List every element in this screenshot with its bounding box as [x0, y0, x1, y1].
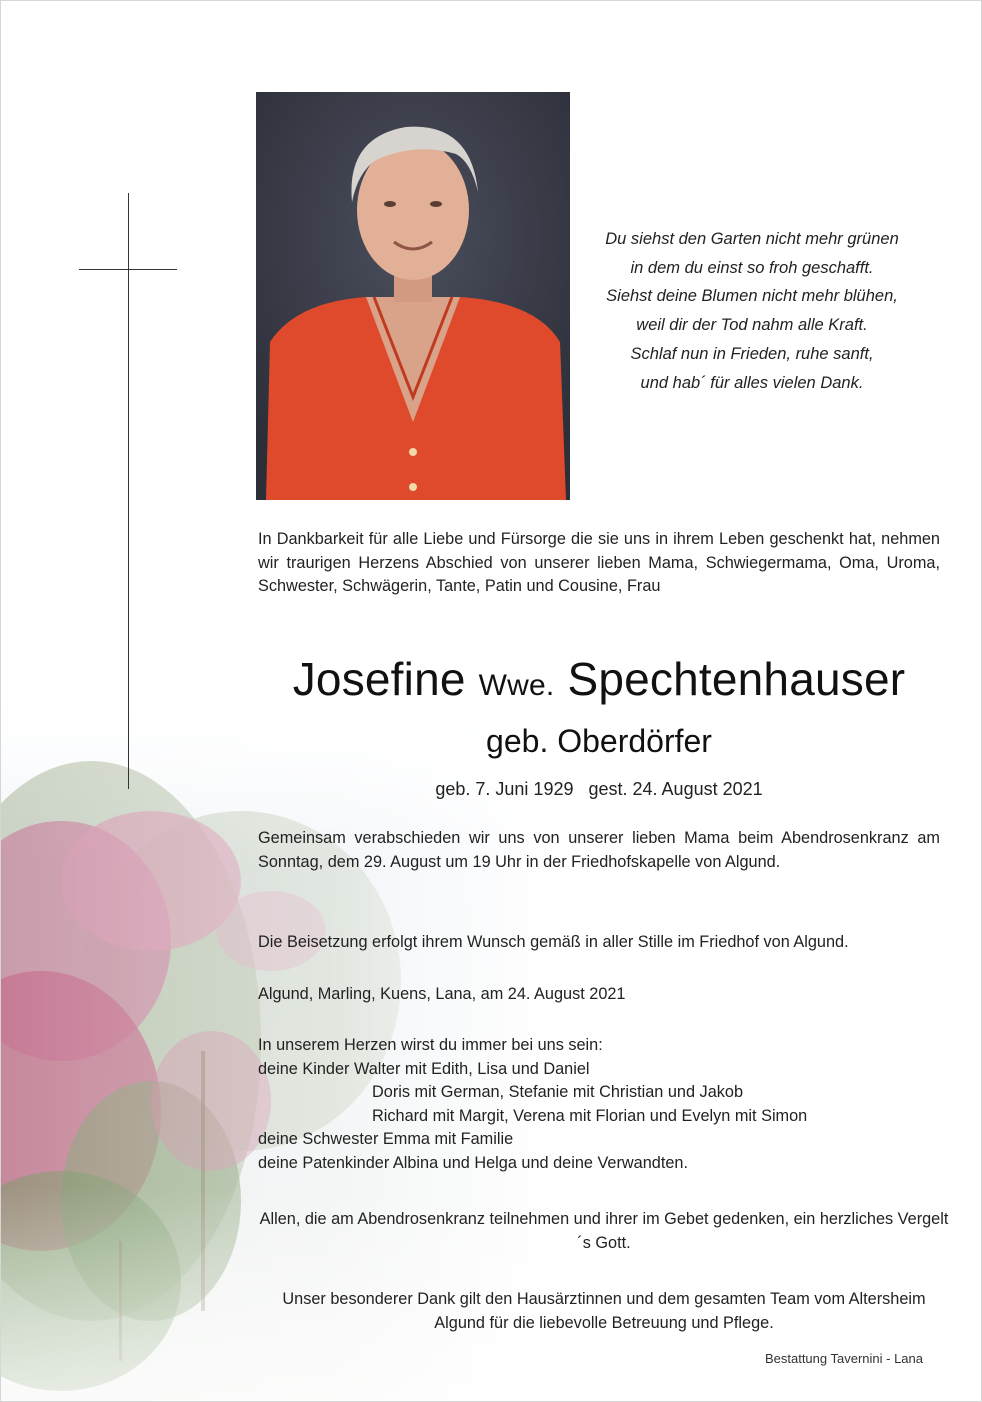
birth-date: geb. 7. Juni 1929 [435, 779, 574, 799]
mourners-heading: In unserem Herzen wirst du immer bei uns sein: [258, 1036, 603, 1054]
poem-line: Schlaf nun in Frieden, ruhe sanft, [630, 344, 874, 363]
mourner-line: deine Patenkinder Albina und Helga und deine Verwandten. [258, 1153, 688, 1172]
portrait-photo [256, 92, 570, 500]
intro-text: In Dankbarkeit für alle Liebe und Fürsorge die sie uns in ihrem Leben geschenkt hat, nehmen wir traurigen Herzens Abschied von unserer lieben Mama, Schwiegermama, Oma, Uroma, Schwester, Schwägerin, Tante, Patin und Cousine, Frau [258, 530, 940, 595]
undertaker-credit: Bestattung Tavernini - Lana [764, 1351, 923, 1366]
poem [586, 225, 918, 397]
widow-abbreviation: Wwe. [478, 669, 555, 702]
deceased-name [161, 651, 982, 714]
first-name: Josefine [292, 653, 466, 705]
prayer-thanks: Allen, die am Abendrosenkranz teilnehmen und ihrer im Gebet gedenken, ein herzliches Vergelt´s Gott. [259, 1210, 949, 1252]
maiden-name: geb. Oberdörfer [486, 723, 712, 759]
cross-vertical-bar [128, 193, 129, 789]
mourner-line: Richard mit Margit, Verena mit Florian und Evelyn mit Simon [372, 1106, 808, 1125]
poem-line: weil dir der Tod nahm alle Kraft. [636, 316, 868, 335]
mourner-line: deine Schwester Emma mit Familie [258, 1130, 514, 1148]
mourner-line: Doris mit German, Stefanie mit Christian und Jakob [372, 1083, 743, 1101]
death-date: gest. 24. August 2021 [588, 779, 763, 799]
last-name: Spechtenhauser [567, 653, 906, 705]
life-dates [161, 776, 982, 802]
cross-horizontal-bar [79, 269, 177, 270]
place-date: Algund, Marling, Kuens, Lana, am 24. August 2021 [258, 985, 626, 1003]
special-thanks: Unser besonderer Dank gilt den Hausärztinnen und dem gesamten Team vom Altersheim Algund für die liebevolle Betreuung und Pflege. [282, 1290, 926, 1332]
farewell-paragraph: Gemeinsam verabschieden wir uns von unserer lieben Mama beim Abendrosenkranz am Sonntag, dem 29. August um 19 Uhr in der Friedhofskapelle von Algund. [258, 829, 940, 871]
burial-paragraph: Die Beisetzung erfolgt ihrem Wunsch gemäß in aller Stille im Friedhof von Algund. [258, 933, 849, 951]
poem-line: und hab´ für alles vielen Dank. [640, 373, 864, 392]
poem-line: Siehst deine Blumen nicht mehr blühen, [606, 287, 898, 306]
mourners-list [258, 1034, 940, 1175]
poem-line: in dem du einst so froh geschafft. [630, 258, 874, 277]
poem-line: Du siehst den Garten nicht mehr grünen [605, 230, 899, 248]
mourner-line: deine Kinder Walter mit Edith, Lisa und Daniel [258, 1059, 590, 1078]
